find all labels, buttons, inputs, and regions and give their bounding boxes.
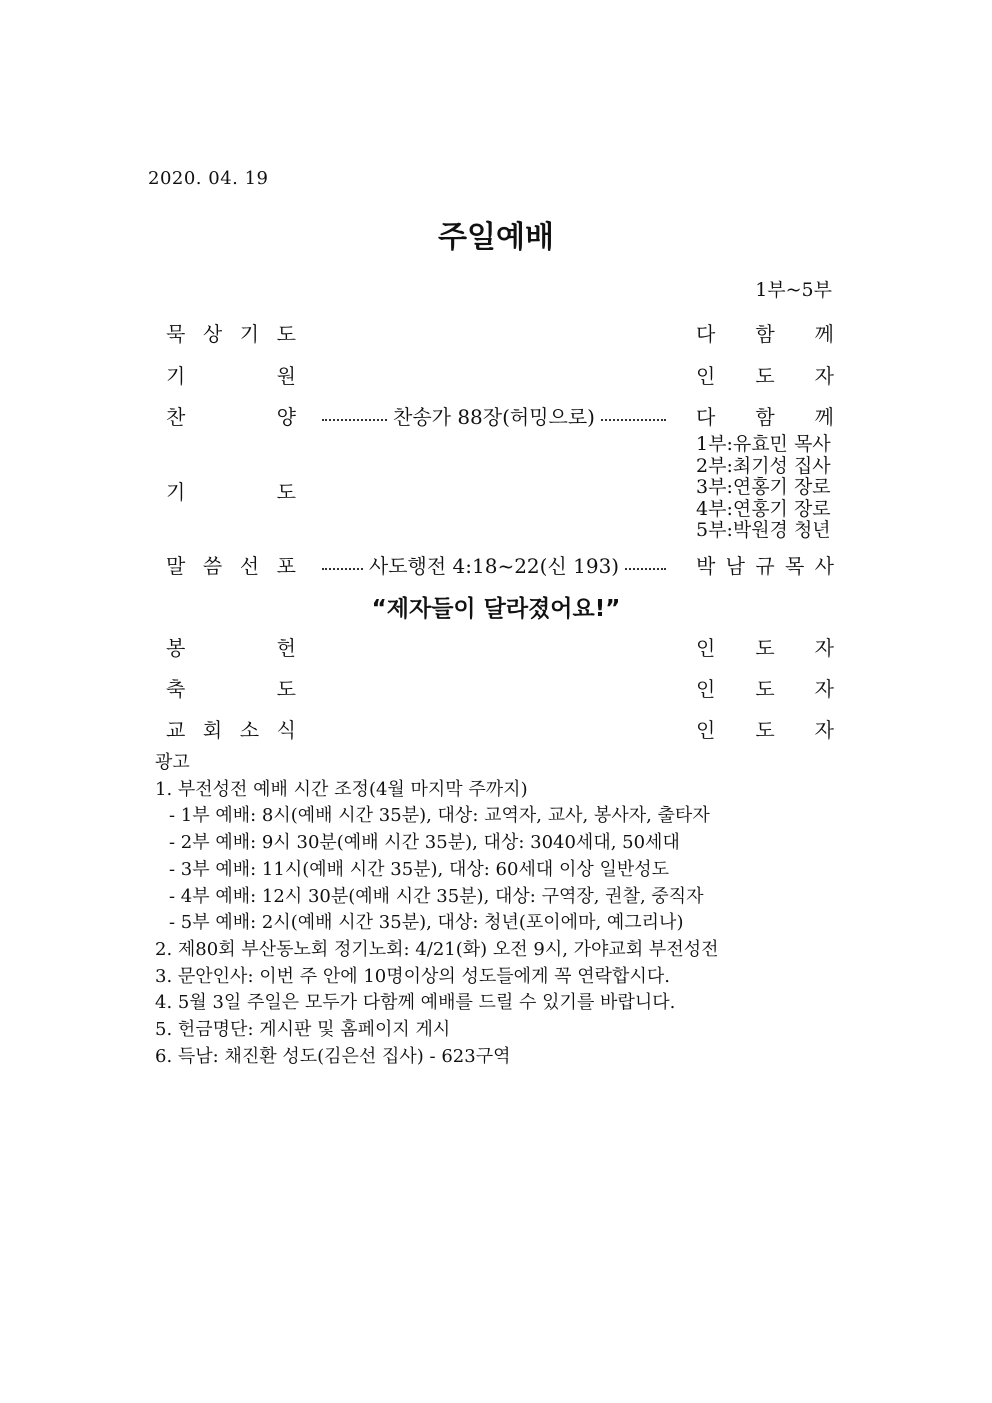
announcement-item: - 3부 예배: 11시(예배 시간 35분), 대상: 60세대 이상 일반성도: [169, 858, 670, 880]
order-leader-char: 박: [696, 554, 716, 578]
order-row: [166, 714, 834, 744]
order-leader-char: 함: [755, 322, 775, 346]
order-label: [166, 401, 296, 430]
order-label-char: 씀: [202, 554, 223, 578]
order-label-char: 회: [202, 718, 223, 742]
announcement-item: 6. 득남: 채진환 성도(김은선 집사) - 623구역: [155, 1045, 511, 1067]
order-label-char: 묵: [166, 322, 186, 346]
order-leader-char: 자: [814, 636, 834, 660]
order-leader: [696, 714, 834, 743]
prayer-leader: 5부:박원경 청년: [696, 519, 831, 541]
prayer-leaders: [696, 434, 831, 542]
order-leader-char: 인: [696, 364, 716, 388]
order-row: [166, 673, 834, 703]
order-leader: [696, 318, 834, 347]
order-leader-char: 인: [696, 636, 716, 660]
announcement-item: 3. 문안인사: 이번 주 안에 10명이상의 성도들에게 꼭 연락합시다.: [155, 965, 670, 987]
order-label-char: 기: [166, 364, 186, 388]
order-label: [166, 476, 296, 505]
service-date: 2020. 04. 19: [148, 168, 269, 189]
order-row: [166, 318, 834, 348]
order-label-char: 교: [166, 718, 186, 742]
announcement-item: - 2부 예배: 9시 30분(예배 시간 35분), 대상: 3040세대, 50세대: [169, 832, 680, 854]
order-label-char: 봉: [166, 636, 186, 660]
order-label-char: 기: [166, 480, 186, 504]
order-leader: [696, 550, 834, 579]
order-row: [166, 401, 834, 431]
order-leader: [696, 401, 834, 430]
order-leader-dots: [322, 401, 666, 430]
order-leader-char: 도: [755, 636, 775, 660]
order-leader-char: 함: [755, 405, 775, 429]
announcement-item: - 4부 예배: 12시 30분(예배 시간 35분), 대상: 구역장, 권찰, 중직자: [169, 885, 704, 907]
order-leader-char: 도: [755, 364, 775, 388]
order-leader-dots: [322, 550, 666, 579]
order-leader-char: 자: [814, 364, 834, 388]
prayer-leader: 3부:연홍기 장로: [696, 476, 831, 498]
order-leader: [696, 632, 834, 661]
order-label-char: 도: [276, 322, 296, 346]
order-label-char: 축: [166, 677, 186, 701]
order-leader-char: 규: [755, 554, 775, 578]
order-label-char: 헌: [276, 636, 296, 660]
announcement-item: 5. 헌금명단: 게시판 및 홈페이지 게시: [155, 1019, 451, 1041]
prayer-leader: 4부:연홍기 장로: [696, 497, 831, 520]
announcements-heading: 광고: [155, 752, 190, 773]
order-row: [166, 360, 834, 390]
order-label-char: 식: [276, 718, 296, 742]
announcement-item: 4. 5월 3일 주일은 모두가 다함께 예배를 드릴 수 있기를 바랍니다.: [155, 992, 676, 1014]
prayer-leader: 2부:최기성 집사: [696, 454, 831, 477]
order-leader-char: 다: [696, 405, 716, 429]
sermon-title: “제자들이 달라졌어요!”: [371, 596, 621, 622]
order-label: [166, 550, 296, 579]
service-parts: 1부~5부: [755, 279, 832, 301]
order-label: [166, 632, 296, 661]
order-label-char: 도: [276, 677, 296, 701]
order-row: [166, 632, 834, 662]
order-leader: [696, 673, 834, 702]
order-label-char: 상: [202, 322, 223, 346]
order-leader-char: 남: [725, 554, 745, 578]
order-label-char: 말: [166, 554, 186, 578]
order-leader-char: 인: [696, 718, 716, 742]
order-leader-char: 도: [755, 718, 775, 742]
announcements: [155, 750, 718, 1070]
announcement-item: 2. 제80회 부산동노회 정기노회: 4/21(화) 오전 9시, 가야교회 부전성전: [155, 938, 719, 960]
order-label-char: 포: [276, 554, 296, 578]
order-leader-char: 자: [814, 677, 834, 701]
order-leader-char: 자: [814, 718, 834, 742]
order-leader-char: 께: [814, 405, 834, 429]
page-title: 주일예배: [438, 220, 554, 255]
order-label-char: 양: [276, 405, 296, 429]
order-leader-char: 인: [696, 677, 716, 701]
order-label-char: 선: [239, 554, 260, 578]
order-leader-char: 께: [814, 322, 834, 346]
order-row: [166, 550, 834, 580]
announcement-item: - 1부 예배: 8시(예배 시간 35분), 대상: 교역자, 교사, 봉사자, 출타자: [169, 805, 710, 827]
order-label-char: 도: [276, 480, 296, 504]
order-leader-char: 사: [814, 554, 834, 578]
order-label: [166, 360, 296, 389]
prayer-leader: 1부:유효민 목사: [696, 433, 831, 455]
order-leader-char: 목: [784, 554, 805, 578]
order-label-char: 원: [276, 364, 296, 388]
order-label: [166, 673, 296, 702]
announcement-item: - 5부 예배: 2시(예배 시간 35분), 대상: 청년(포이에마, 예그리나): [169, 912, 684, 934]
order-leader-char: 다: [696, 322, 716, 346]
order-label-char: 찬: [166, 405, 186, 429]
order-label-char: 기: [239, 322, 260, 346]
order-label: [166, 318, 296, 347]
order-label-char: 소: [239, 718, 260, 742]
order-detail: 찬송가 88장(허밍으로): [387, 405, 601, 429]
order-leader-char: 도: [755, 677, 775, 701]
order-detail: 사도행전 4:18~22(신 193): [363, 554, 625, 578]
order-label: [166, 714, 296, 743]
order-leader: [696, 360, 834, 389]
announcement-item: 1. 부전성전 예배 시간 조정(4월 마지막 주까지): [155, 778, 528, 800]
